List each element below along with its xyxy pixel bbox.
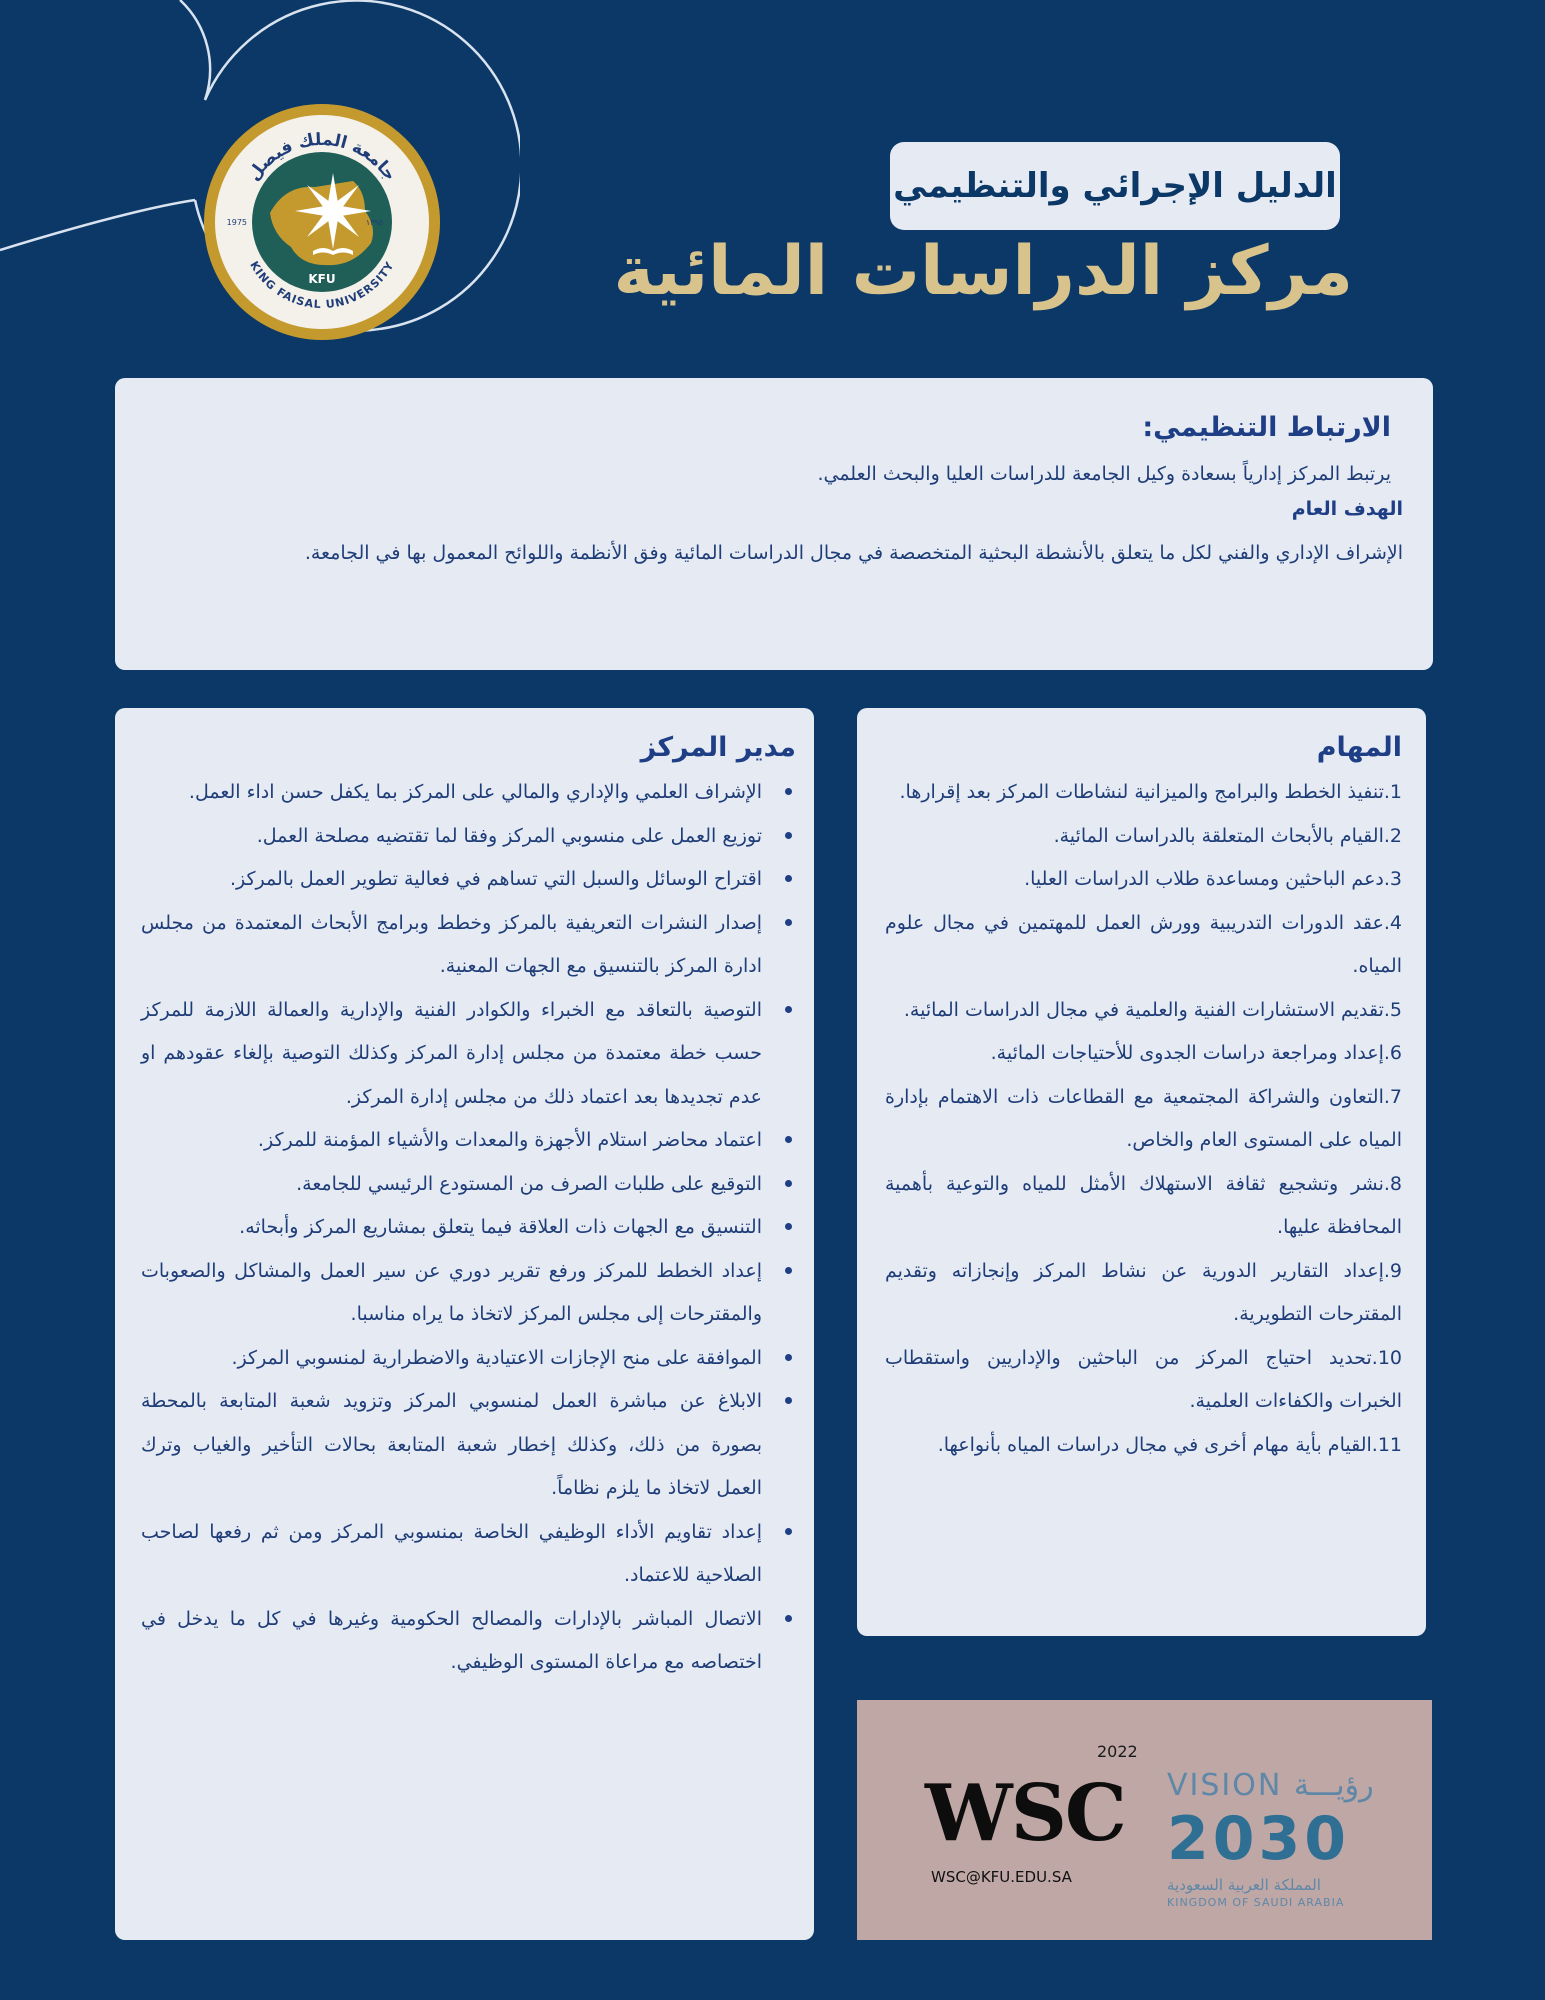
vision-arabic-country: المملكة العربية السعودية xyxy=(1167,1876,1321,1894)
list-item: التوصية بالتعاقد مع الخبراء والكوادر الفنية والإدارية والعمالة اللازمة للمركز حسب خطة معتمدة من مجلس إدارة المركز وكذلك التوصية بإلغاء عقودهم او عدم تجديدها بعد اعتماد ذلك من مجلس إدارة المركز. xyxy=(141,989,762,1120)
document-subtitle: الدليل الإجرائي والتنظيمي xyxy=(893,166,1337,206)
tasks-heading: المهام xyxy=(1316,732,1402,763)
kfu-logo xyxy=(204,104,440,340)
manager-card xyxy=(115,708,814,1940)
list-item: 9.إعداد التقارير الدورية عن نشاط المركز وإنجازاته وتقديم المقترحات التطويرية. xyxy=(885,1259,1402,1325)
list-item: اقتراح الوسائل والسبل التي تساهم في فعالية تطوير العمل بالمركز. xyxy=(141,858,762,902)
org-card xyxy=(115,378,1433,670)
list-item: 7.التعاون والشراكة المجتمعية مع القطاعات ذات الاهتمام بإدارة المياه على المستوى العام والخاص. xyxy=(885,1085,1402,1151)
list-item: 8.نشر وتشجيع ثقافة الاستهلاك الأمثل للمياه والتوعية بأهمية المحافظة عليها. xyxy=(885,1172,1402,1238)
list-item: 4.عقد الدورات التدريبية وورش العمل للمهتمين في مجال علوم المياه. xyxy=(885,911,1402,977)
org-text: يرتبط المركز إدارياً بسعادة وكيل الجامعة للدراسات العليا والبحث العلمي. xyxy=(817,463,1391,485)
list-item: الإشراف العلمي والإداري والمالي على المركز بما يكفل حسن اداء العمل. xyxy=(141,771,762,815)
logo-ring xyxy=(215,115,429,329)
vision-2030-logo xyxy=(1167,1768,1407,1908)
subtitle-box xyxy=(890,142,1340,230)
vision-number: 2030 xyxy=(1167,1804,1350,1874)
list-item: إصدار النشرات التعريفية بالمركز وخطط وبرامج الأبحاث المعتمدة من مجلس ادارة المركز بالتنسيق مع الجهات المعنية. xyxy=(141,902,762,989)
list-item: 1.تنفيذ الخطط والبرامج والميزانية لنشاطات المركز بعد إقرارها. xyxy=(899,781,1402,803)
year-label: 2022 xyxy=(1097,1742,1138,1761)
vision-english-country: KINGDOM OF SAUDI ARABIA xyxy=(1167,1896,1345,1909)
vision-word: VISION رؤيـــة xyxy=(1167,1768,1374,1803)
contact-email[interactable]: WSC@KFU.EDU.SA xyxy=(931,1868,1072,1886)
wsc-logo: WSC xyxy=(925,1768,1126,1859)
svg-text:1975: 1975 xyxy=(226,218,247,227)
list-item: التوقيع على طلبات الصرف من المستودع الرئيسي للجامعة. xyxy=(141,1163,762,1207)
list-item: توزيع العمل على منسوبي المركز وفقا لما تقتضيه مصلحة العمل. xyxy=(141,815,762,859)
list-item: الابلاغ عن مباشرة العمل لمنسوبي المركز وتزويد شعبة المتابعة بالمحطة بصورة من ذلك، وكذلك إخطار شعبة المتابعة بحالات التأخير والغياب وترك العمل لاتخاذ ما يلزم نظاماً. xyxy=(141,1380,762,1511)
list-item: 3.دعم الباحثين ومساعدة طلاب الدراسات العليا. xyxy=(1024,868,1402,890)
list-item: 6.إعداد ومراجعة دراسات الجدوى للأحتياجات المائية. xyxy=(990,1042,1402,1064)
goal-heading: الهدف العام xyxy=(1291,498,1403,520)
svg-text:جامعة الملك فيصل: جامعة الملك فيصل xyxy=(243,129,401,185)
manager-duties-list xyxy=(141,771,796,1685)
svg-text:KING FAISAL UNIVERSITY: KING FAISAL UNIVERSITY xyxy=(247,259,397,312)
kfu-seal-icon xyxy=(215,115,429,329)
list-item: 5.تقديم الاستشارات الفنية والعلمية في مجال الدراسات المائية. xyxy=(903,998,1402,1021)
page-title: مركز الدراسات المائية xyxy=(613,232,1353,311)
svg-text:١٣٩٥: ١٣٩٥ xyxy=(365,218,383,227)
svg-text:KFU: KFU xyxy=(308,272,336,286)
org-heading: الارتباط التنظيمي: xyxy=(1142,412,1391,443)
tasks-card xyxy=(857,708,1426,1636)
list-item: الموافقة على منح الإجازات الاعتيادية والاضطرارية لمنسوبي المركز. xyxy=(141,1337,762,1381)
list-item: إعداد تقاويم الأداء الوظيفي الخاصة بمنسوبي المركز ومن ثم رفعها لصاحب الصلاحية للاعتماد. xyxy=(141,1511,762,1598)
list-item: اعتماد محاضر استلام الأجهزة والمعدات والأشياء المؤمنة للمركز. xyxy=(141,1119,762,1163)
goal-text: الإشراف الإداري والفني لكل ما يتعلق بالأنشطة البحثية المتخصصة في مجال الدراسات المائية وفق الأنظمة واللوائح المعمول بها في الجامعة. xyxy=(304,542,1403,564)
manager-heading: مدير المركز xyxy=(640,732,796,763)
list-item: 11.القيام بأية مهام أخرى في مجال دراسات المياه بأنواعها. xyxy=(937,1433,1402,1456)
list-item: 2.القيام بالأبحاث المتعلقة بالدراسات المائية. xyxy=(1053,824,1402,847)
list-item: الاتصال المباشر بالإدارات والمصالح الحكومية وغيرها في كل ما يدخل في اختصاصه مع مراعاة المستوى الوظيفي. xyxy=(141,1598,762,1685)
footer-branding xyxy=(857,1700,1432,1940)
list-item: التنسيق مع الجهات ذات العلاقة فيما يتعلق بمشاريع المركز وأبحاثه. xyxy=(141,1206,762,1250)
list-item: إعداد الخطط للمركز ورفع تقرير دوري عن سير العمل والمشاكل والصعوبات والمقترحات إلى مجلس المركز لاتخاذ ما يراه مناسبا. xyxy=(141,1250,762,1337)
list-item: 10.تحديد احتياج المركز من الباحثين والإداريين واستقطاب الخبرات والكفاءات العلمية. xyxy=(885,1346,1402,1412)
tasks-list xyxy=(885,771,1402,1467)
